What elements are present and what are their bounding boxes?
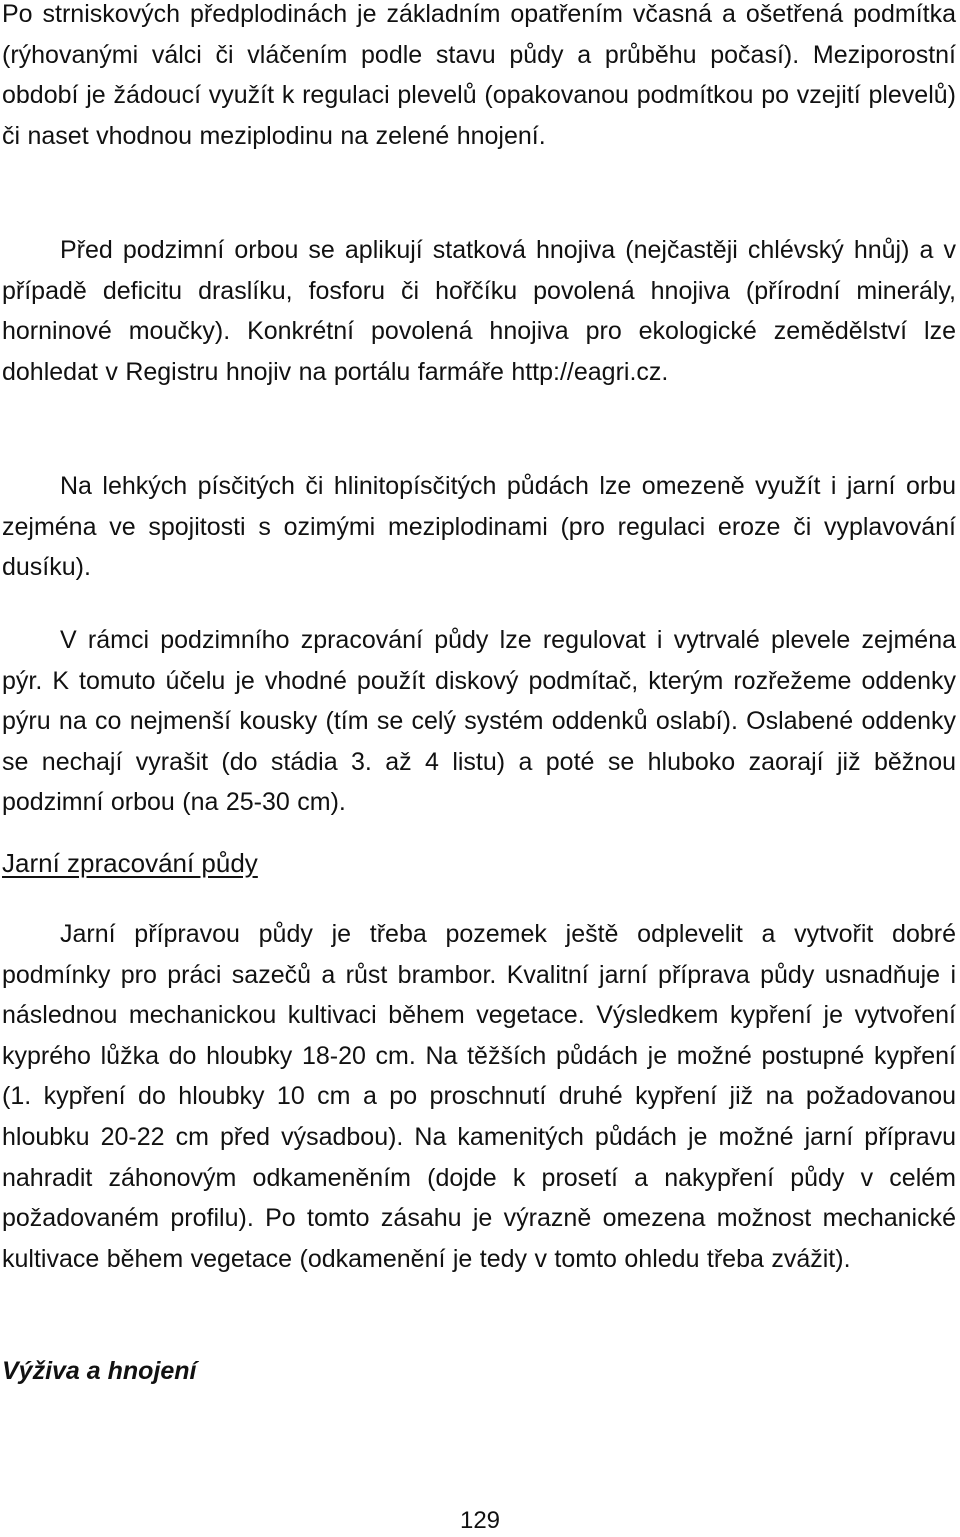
paragraph-spring-preparation: Jarní přípravou půdy je třeba pozemek ještě odplevelit a vytvořit dobré podmínky pro práci sazečů a růst brambor. Kvalitní jarní příprava půdy usnadňuje i následnou mechanickou kultivaci během vegetace. Výsledkem kypření je vytvoření kyprého lůžka do hloubky 18-20 cm. Na těžších půdách je možné postupné kypření (1. kypření do hloubky 10 cm a po proschnutí druhé kypření již na požadovanou hloubku 20-22 cm před výsadbou). Na kamenitých půdách je možné jarní přípravu nahradit záhonovým odkameněním (dojde k prosetí a nakypření půdy v celém požadovaném profilu). Po tomto zásahu je výrazně omezena možnost mechanické kultivace během vegetace (odkamenění je tedy v tomto ohledu třeba zvážit). bbox=[2, 920, 956, 1273]
paragraph-perennial-weeds: V rámci podzimního zpracování půdy lze regulovat i vytrvalé plevele zejména pýr. K tomuto účelu je vhodné použít diskový podmítač, kterým rozřežeme oddenky pýru na co nejmenší kousky (tím se celý systém oddenků oslabí). Oslabené oddenky se nechají vyrašit (do stádia 3. až 4 listu) a poté se hluboko zaorají již běžnou podzimní orbou (na 25-30 cm). bbox=[2, 626, 956, 817]
paragraph-spring-ploughing: Na lehkých písčitých či hlinitopísčitých půdách lze omezeně využít i jarní orbu zejména ve spojitosti s ozimými meziplodinami (pro regulaci eroze či vyplavování dusíku). bbox=[2, 472, 956, 582]
page-number: 129 bbox=[459, 1507, 501, 1534]
paragraph-stubble-tillage: Po strniskových předplodinách je základním opatřením včasná a ošetřená podmítka (rýhovanými válci či vláčením podle stavu půdy a průběhu počasí). Meziporostní období je žádoucí využít k regulaci plevelů (opakovanou podmítkou po vzejití plevelů) či naset vhodnou meziplodinu na zelené hnojení. bbox=[2, 0, 956, 150]
heading-spring-tillage: Jarní zpracování půdy bbox=[2, 848, 258, 878]
paragraph-autumn-ploughing-fertilizers: Před podzimní orbou se aplikují statková hnojiva (nejčastěji chlévský hnůj) a v případě deficitu draslíku, fosforu či hořčíku povolená hnojiva (přírodní minerály, horninové moučky). Konkrétní povolená hnojiva pro ekologické zemědělství lze dohledat v Registru hnojiv na portálu farmáře http://eagri.cz. bbox=[2, 236, 956, 386]
heading-nutrition-fertilization: Výživa a hnojení bbox=[2, 1357, 197, 1385]
